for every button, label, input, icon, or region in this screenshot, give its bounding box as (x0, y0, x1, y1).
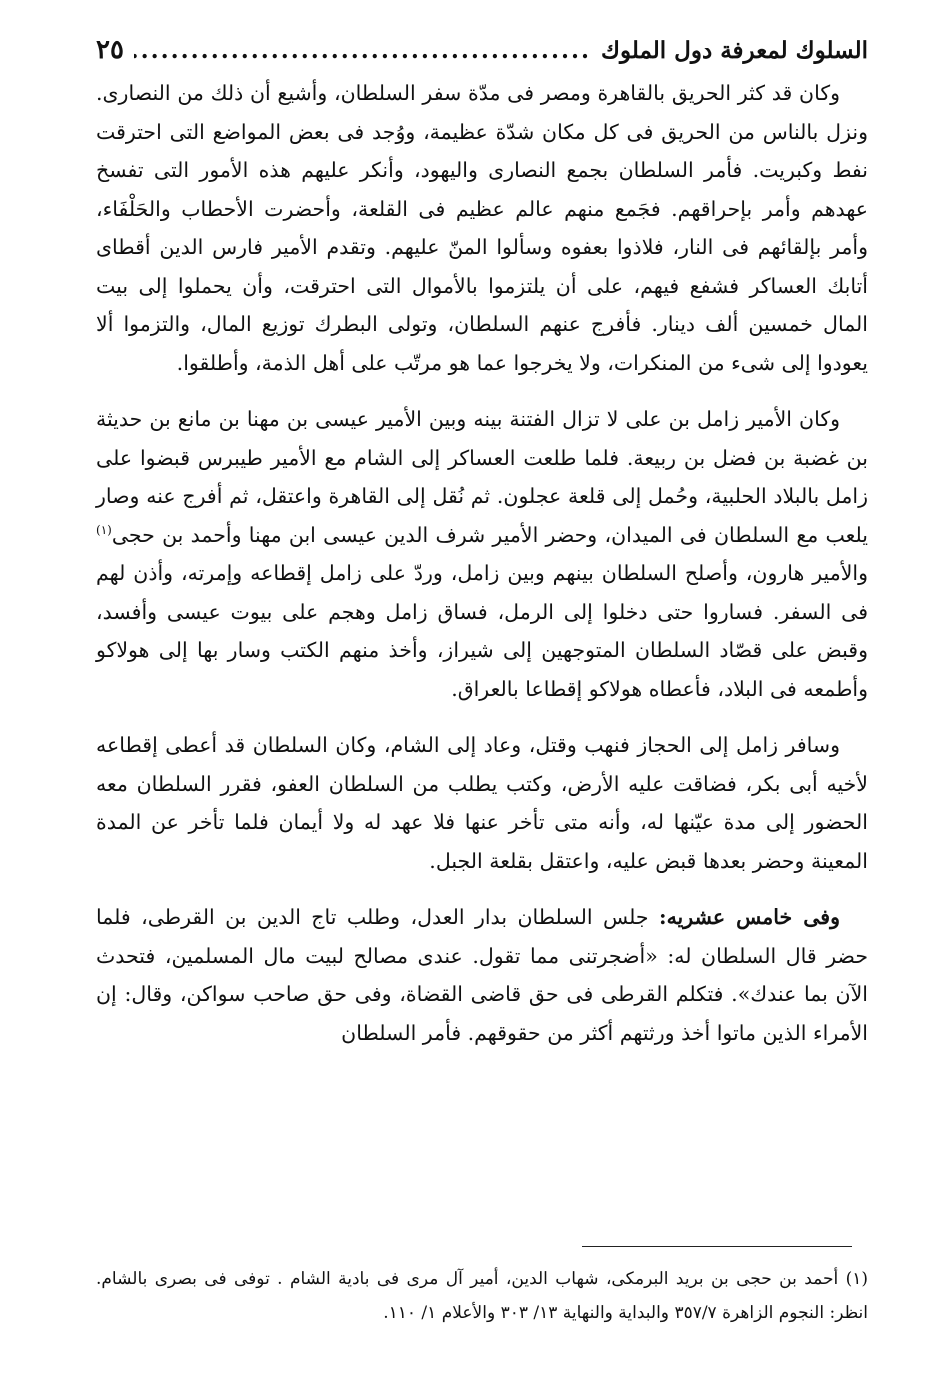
paragraph-fifteenth-day (96, 898, 868, 1052)
paragraph-fire-incident: وكان قد كثر الحريق بالقاهرة ومصر فى مدّة سفر السلطان، وأشيع أن ذلك من النصارى. ونزل بالناس من الحريق فى كل مكان شدّة عظيمة، ووُجد فى بعض المواضع التى احترقت نفط وكبريت. فأمر السلطان بجمع النصارى واليهود، وأنكر عليهم هذه الأمور التى تفسخ عهدهم وأمر بإحراقهم. فجَمع منهم عالم عظيم فى القلعة، وأحضرت الأحطاب والحَلْفَاء، وأمر بإلقائهم فى النار، فلاذوا بعفوه وسألوا المنّ عليهم. وتقدم الأمير فارس الدين أقطاى أتابك العساكر فشفع فيهم، على أن يلتزموا بالأموال التى احترقت، وأن يحملوا إلى بيت المال خمسين ألف دينار. فأفرج عنهم السلطان، وتولى البطرك توزيع المال، والتزموا ألا يعودوا إلى شىء من المنكرات، ولا يخرجوا عما هو مرتّب على أهل الذمة، وأطلقوا. (96, 81, 868, 375)
header-dot-leader (134, 31, 591, 71)
paragraph-text-part: جلس السلطان بدار العدل، وطلب تاج الدين بن القرطى، فلما حضر قال السلطان له: «أضجرتنى مما تقول. عندى مصالح لبيت مال المسلمين، فتحدث الآن بما عندك». فتكلم القرطى فى حق قاضى القضاة، وفى حق صاحب سواكن، وقال: إن الأمراء الذين ماتوا أخذ ورثتهم أكثر من حقوقهم. فأمر السلطان (96, 905, 868, 1045)
paragraph-text-part: وكان الأمير زامل بن على لا تزال الفتنة بينه وبين الأمير عيسى بن مهنا بن مانع بن حديثة بن غضبة بن فضل بن ربيعة. فلما طلعت العساكر إلى الشام مع الأمير طيبرس قبضوا على زامل بالبلاد الحلبية، وحُمل إلى قلعة عجلون. ثم نُقل إلى القاهرة واعتقل، ثم أفرج عنه وصار يلعب مع السلطان فى الميدان، وحضر الأمير شرف الدين عيسى ابن مهنا وأحمد بن حجى (96, 407, 868, 547)
footnote: (١) أحمد بن حجى بن بريد البرمكى، شهاب الدين، أمير آل مرى فى بادية الشام . توفى فى بصرى بالشام. انظر: النجوم الزاهرة ٣٥٧/٧ والبداية والنهاية ١٣/ ٣٠٣ والأعلام ١/ ١١٠. (96, 1269, 868, 1323)
running-header-title: السلوك لمعرفة دول الملوك (600, 37, 868, 64)
page-number: ٢٥ (96, 35, 124, 65)
footnote-divider (582, 1246, 852, 1247)
paragraph-lead-phrase: وفى خامس عشريه: (659, 905, 840, 929)
main-text (96, 74, 868, 1052)
book-page (96, 30, 868, 1070)
paragraph-amir-zamil (96, 400, 868, 708)
paragraph-zamil-hijaz: وسافر زامل إلى الحجاز فنهب وقتل، وعاد إلى الشام، وكان السلطان قد أعطى إقطاعه لأخيه أبى بكر، فضاقت عليه الأرض، وكتب يطلب من السلطان العفو، فقرر السلطان معه الحضور إلى مدة عيّنها له، وأنه متى تأخر عنها فلا عهد له ولا أيمان فلما تأخر عن المدة المعينة وحضر بعدها قبض عليه، واعتقل بقلعة الجبل. (96, 733, 868, 873)
paragraph-text-part: والأمير هارون، وأصلح السلطان بينهم وبين زامل، وردّ على زامل إقطاعه وإمرته، وأذن لهم فى السفر. فساروا حتى دخلوا إلى الرمل، فساق زامل وهجم على بيوت عيسى وأفسد، وقبض على قصّاد السلطان المتوجهين إلى شيراز، وأخذ منهم الكتب وسار بها إلى هولاكو وأطمعه فى البلاد، فأعطاه هولاكو إقطاعا بالعراق. (96, 561, 868, 701)
running-header (96, 30, 868, 70)
footnote-reference: (١) (96, 522, 112, 537)
